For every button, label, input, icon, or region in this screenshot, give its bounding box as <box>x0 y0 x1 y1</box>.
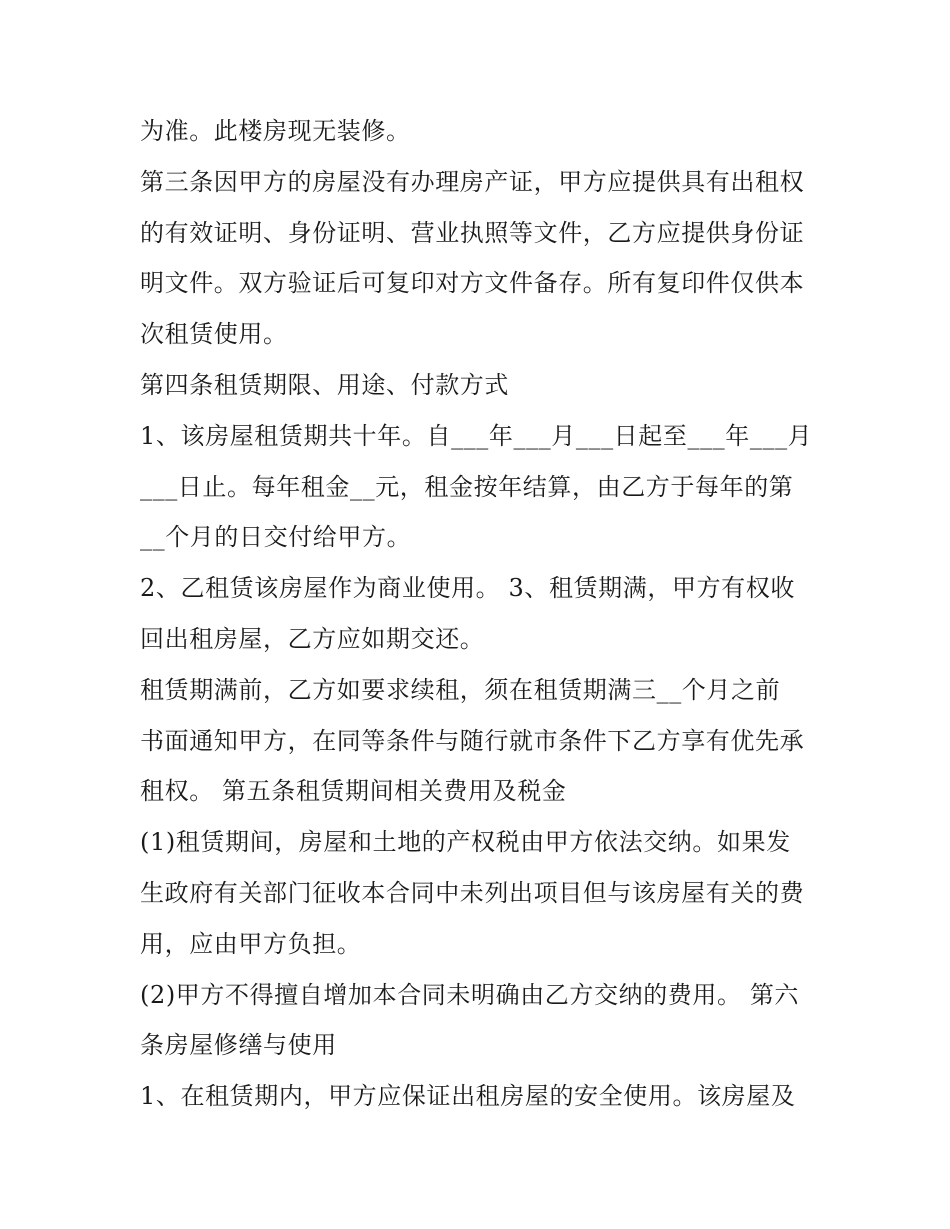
text-line-4: 明文件。双方验证后可复印对方文件备存。所有复印件仅供本 <box>140 269 805 298</box>
text-line-7: 1、该房屋租赁期共十年。自___年___月___日起至___年___月 <box>140 421 813 450</box>
text-line-17: 用，应由甲方负担。 <box>140 929 362 958</box>
text-line-10: 2、乙租赁该房屋作为商业使用。 3、租赁期满，甲方有权收 <box>140 574 795 603</box>
text-line-15: (1)租赁期间，房屋和土地的产权税由甲方依法交纳。如果发 <box>140 828 791 857</box>
text-line-13: 书面通知甲方，在同等条件与随行就市条件下乙方享有优先承 <box>140 726 805 755</box>
text-line-5: 次租赁使用。 <box>140 320 288 349</box>
text-line-14: 租权。 第五条租赁期间相关费用及税金 <box>140 777 567 806</box>
text-line-1: 为准。此楼房现无装修。 <box>140 117 411 145</box>
document-body <box>140 106 830 1122</box>
text-line-11: 回出租房屋，乙方应如期交还。 <box>140 624 485 653</box>
text-line-20: 1、在租赁期内，甲方应保证出租房屋的安全使用。该房屋及 <box>140 1082 796 1111</box>
text-line-8: ___日止。每年租金__元，租金按年结算，由乙方于每年的第 <box>140 472 794 501</box>
text-line-6: 第四条租赁期限、用途、付款方式 <box>140 370 509 399</box>
text-line-16: 生政府有关部门征收本合同中未列出项目但与该房屋有关的费 <box>140 878 805 907</box>
text-line-12: 租赁期满前，乙方如要求续租，须在租赁期满三__个月之前 <box>140 675 781 704</box>
text-line-9: __个月的日交付给甲方。 <box>140 523 412 552</box>
text-line-18: (2)甲方不得擅自增加本合同未明确由乙方交纳的费用。 第六 <box>140 980 800 1009</box>
text-line-3: 的有效证明、身份证明、营业执照等文件，乙方应提供身份证 <box>140 218 805 247</box>
text-line-19: 条房屋修缮与使用 <box>140 1031 337 1060</box>
text-line-2: 第三条因甲方的房屋没有办理房产证，甲方应提供具有出租权 <box>140 167 805 196</box>
